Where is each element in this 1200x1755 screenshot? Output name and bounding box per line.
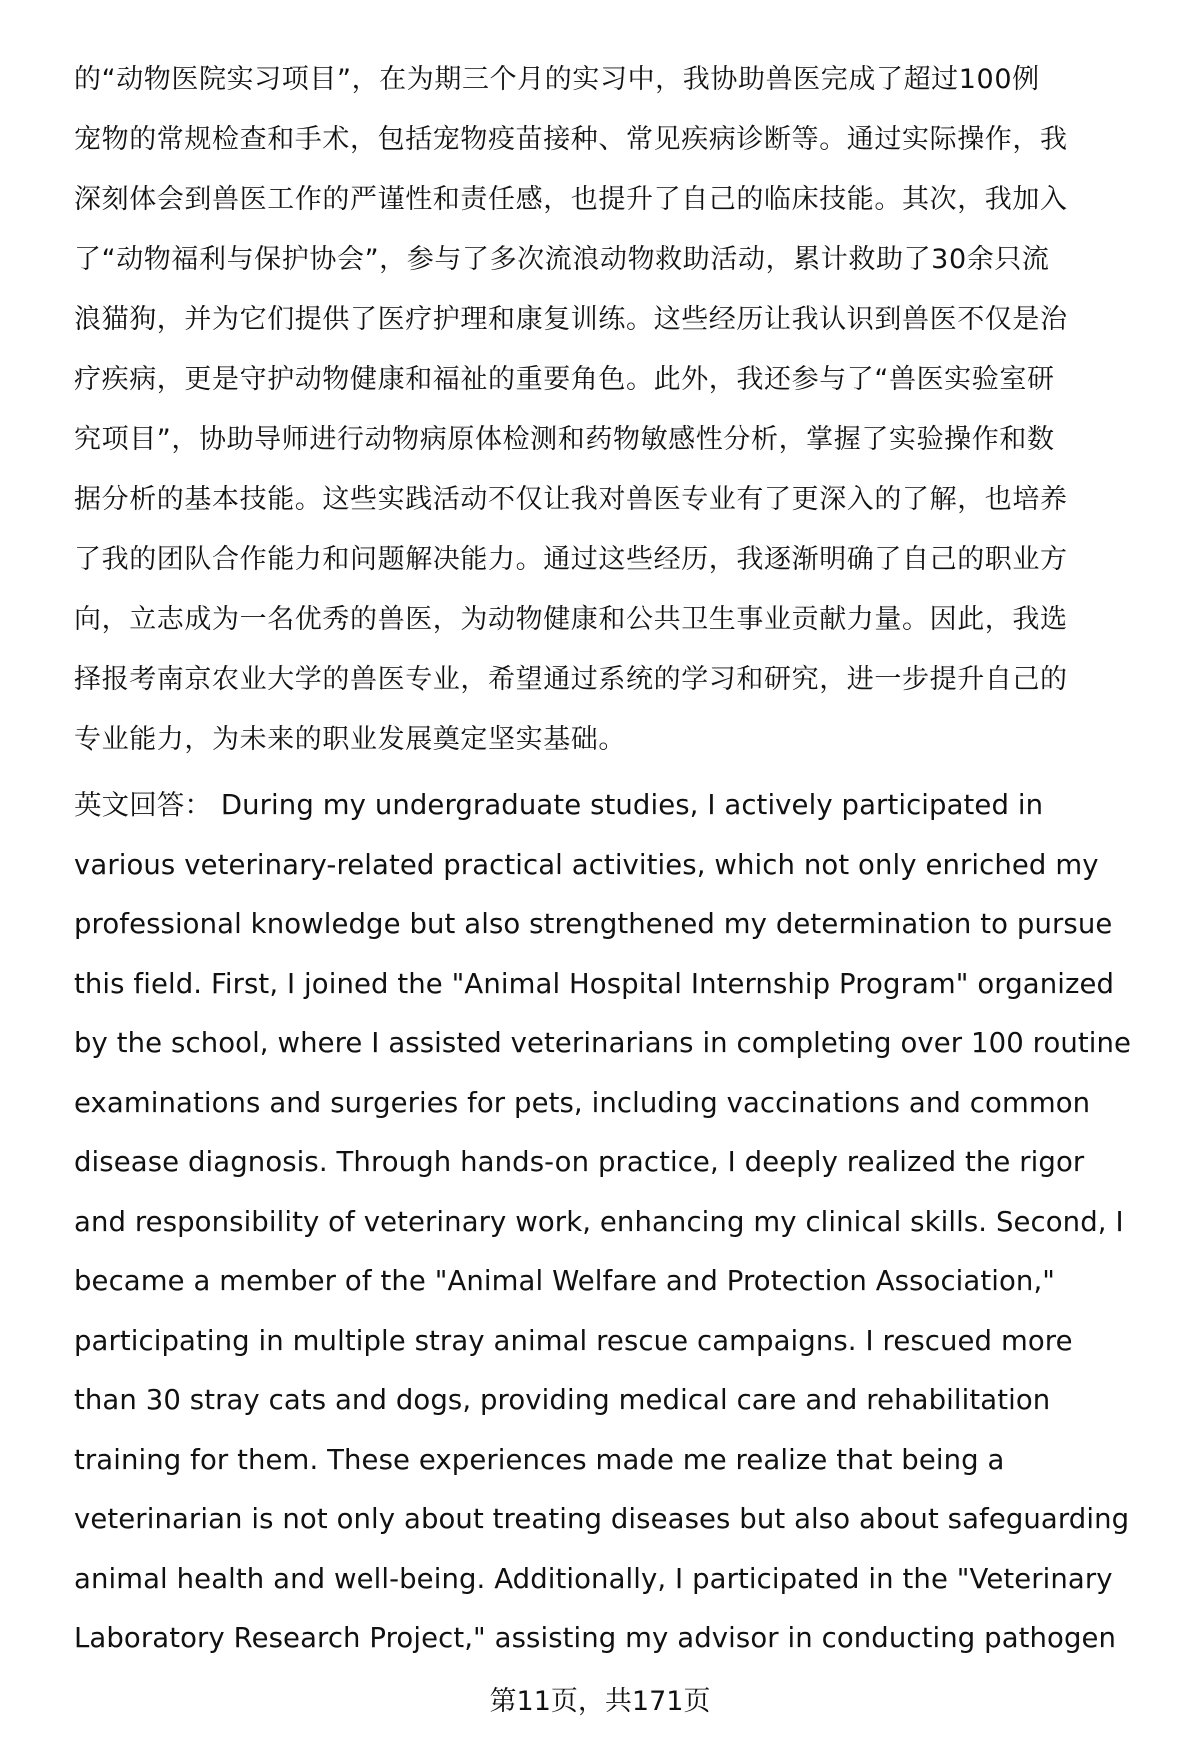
page-content	[74, 50, 1154, 1669]
chinese-line: 向，立志成为一名优秀的兽医，为动物健康和公共卫生事业贡献力量。因此，我选	[74, 604, 1068, 635]
english-line: by the school, where I assisted veterinarians in completing over 100 routine	[74, 1027, 1132, 1059]
english-line: 英文回答： During my undergraduate studies, I actively participated in	[74, 789, 1044, 821]
chinese-line: 择报考南京农业大学的兽医专业，希望通过系统的学习和研究，进一步提升自己的	[74, 664, 1068, 695]
chinese-line: 宠物的常规检查和手术，包括宠物疫苗接种、常见疾病诊断等。通过实际操作，我	[74, 124, 1068, 155]
english-line: than 30 stray cats and dogs, providing medical care and rehabilitation	[74, 1384, 1051, 1416]
chinese-line: 究项目”，协助导师进行动物病原体检测和药物敏感性分析，掌握了实验操作和数	[74, 424, 1055, 455]
english-line: examinations and surgeries for pets, including vaccinations and common	[74, 1086, 1091, 1119]
english-paragraph	[74, 776, 1154, 1669]
chinese-line: 了我的团队合作能力和问题解决能力。通过这些经历，我逐渐明确了自己的职业方	[74, 544, 1068, 575]
english-line: this field. First, I joined the "Animal Hospital Internship Program" organized	[74, 967, 1115, 1000]
chinese-line: 浪猫狗，并为它们提供了医疗护理和康复训练。这些经历让我认识到兽医不仅是治	[74, 304, 1068, 335]
english-line: and responsibility of veterinary work, enhancing my clinical skills. Second, I	[74, 1205, 1124, 1238]
chinese-line: 疗疾病，更是守护动物健康和福祉的重要角色。此外，我还参与了“兽医实验室研	[74, 364, 1055, 395]
english-line: participating in multiple stray animal rescue campaigns. I rescued more	[74, 1324, 1073, 1357]
english-line: training for them. These experiences made me realize that being a	[74, 1443, 1005, 1476]
chinese-line: 专业能力，为未来的职业发展奠定坚实基础。	[74, 724, 626, 755]
english-line: various veterinary-related practical activities, which not only enriched my	[74, 848, 1099, 881]
english-line: disease diagnosis. Through hands-on practice, I deeply realized the rigor	[74, 1146, 1085, 1178]
chinese-line: 了“动物福利与保护协会”，参与了多次流浪动物救助活动，累计救助了30余只流	[74, 244, 1050, 275]
chinese-line: 的“动物医院实习项目”，在为期三个月的实习中，我协助兽医完成了超过100例	[74, 64, 1040, 95]
english-line: became a member of the "Animal Welfare and Protection Association,"	[74, 1265, 1056, 1297]
page-number-footer: 第11页，共171页	[489, 1686, 711, 1717]
chinese-paragraph	[74, 50, 1154, 770]
english-line: Laboratory Research Project," assisting my advisor in conducting pathogen	[74, 1622, 1117, 1654]
chinese-line: 深刻体会到兽医工作的严谨性和责任感，也提升了自己的临床技能。其次，我加入	[74, 184, 1068, 215]
english-line: veterinarian is not only about treating diseases but also about safeguarding	[74, 1503, 1130, 1535]
english-line: animal health and well-being. Additionally, I participated in the "Veterinary	[74, 1562, 1113, 1595]
chinese-line: 据分析的基本技能。这些实践活动不仅让我对兽医专业有了更深入的了解，也培养	[74, 484, 1068, 515]
english-line: professional knowledge but also strengthened my determination to pursue	[74, 908, 1113, 940]
